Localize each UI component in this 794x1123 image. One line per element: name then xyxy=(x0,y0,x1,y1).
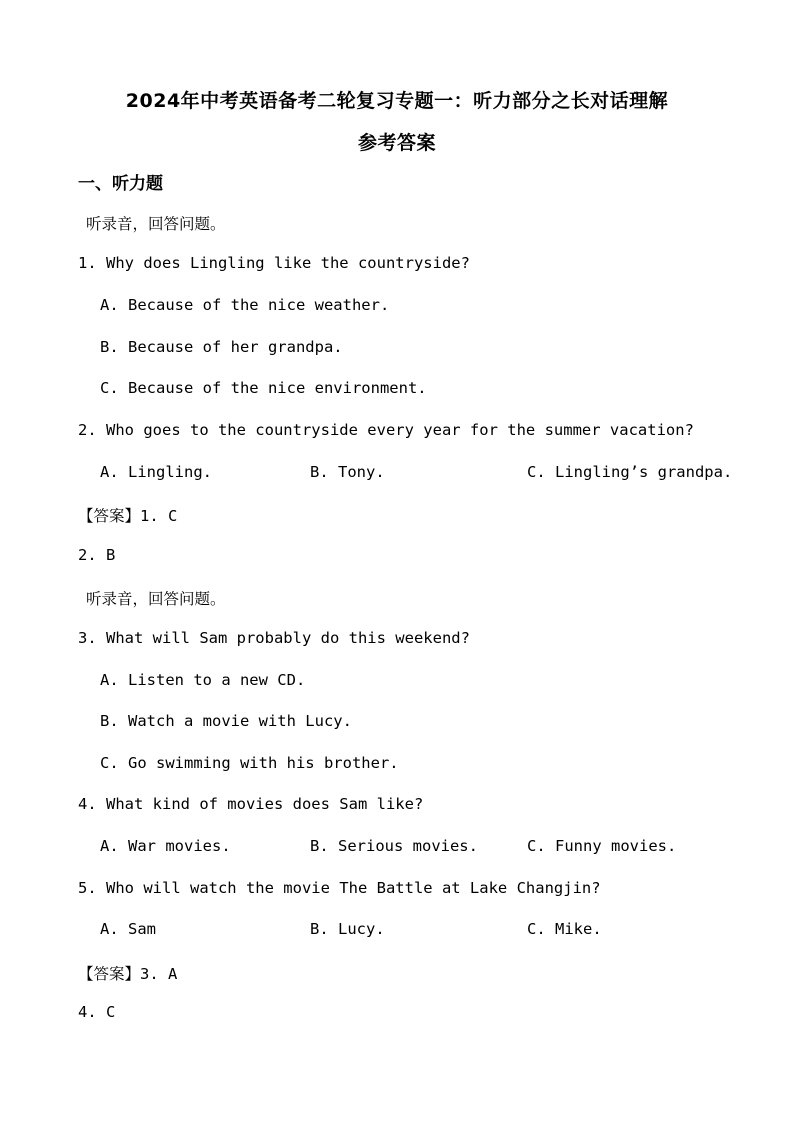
question-3: 3. What will Sam probably do this weekend? xyxy=(78,629,470,647)
option-1a: A. Because of the nice weather. xyxy=(100,296,390,314)
option-1c: C. Because of the nice environment. xyxy=(100,379,427,397)
question-5: 5. Who will watch the movie The Battle at Lake Changjin? xyxy=(78,879,601,897)
document-subtitle: 参考答案 xyxy=(357,132,436,154)
option-3b: B. Watch a movie with Lucy. xyxy=(100,712,352,730)
answer-line-2: 2. B xyxy=(78,546,116,564)
question-2: 2. Who goes to the countryside every year for the summer vacation? xyxy=(78,421,694,439)
question-1: 1. Why does Lingling like the countryside? xyxy=(78,254,470,272)
question-4: 4. What kind of movies does Sam like? xyxy=(78,795,424,813)
option-3c: C. Go swimming with his brother. xyxy=(100,754,399,772)
option-2c: C. Lingling’s grandpa. xyxy=(527,463,733,481)
document-title: 2024年中考英语备考二轮复习专题一：听力部分之长对话理解 xyxy=(125,90,669,112)
instruction: 听录音，回答问题。 xyxy=(86,215,226,233)
option-4a: A. War movies. xyxy=(100,837,231,855)
answer-line-3 xyxy=(78,962,177,984)
option-3a: A. Listen to a new CD. xyxy=(100,671,306,689)
option-4b: B. Serious movies. xyxy=(310,837,478,855)
option-5a: A. Sam xyxy=(100,920,156,938)
option-5b: B. Lucy. xyxy=(310,920,385,938)
answer-value: 1. C xyxy=(140,507,178,525)
option-2b: B. Tony. xyxy=(310,463,385,481)
answer-label: 【答案】 xyxy=(78,965,141,983)
answer-label: 【答案】 xyxy=(78,507,141,525)
section-heading: 一、听力题 xyxy=(78,174,163,194)
answer-line-1 xyxy=(78,504,177,526)
option-2a: A. Lingling. xyxy=(100,463,212,481)
answer-value: 3. A xyxy=(140,965,178,983)
answer-line-4: 4. C xyxy=(78,1003,116,1021)
option-1b: B. Because of her grandpa. xyxy=(100,338,343,356)
option-4c: C. Funny movies. xyxy=(527,837,677,855)
instruction: 听录音，回答问题。 xyxy=(86,590,226,608)
option-5c: C. Mike. xyxy=(527,920,602,938)
